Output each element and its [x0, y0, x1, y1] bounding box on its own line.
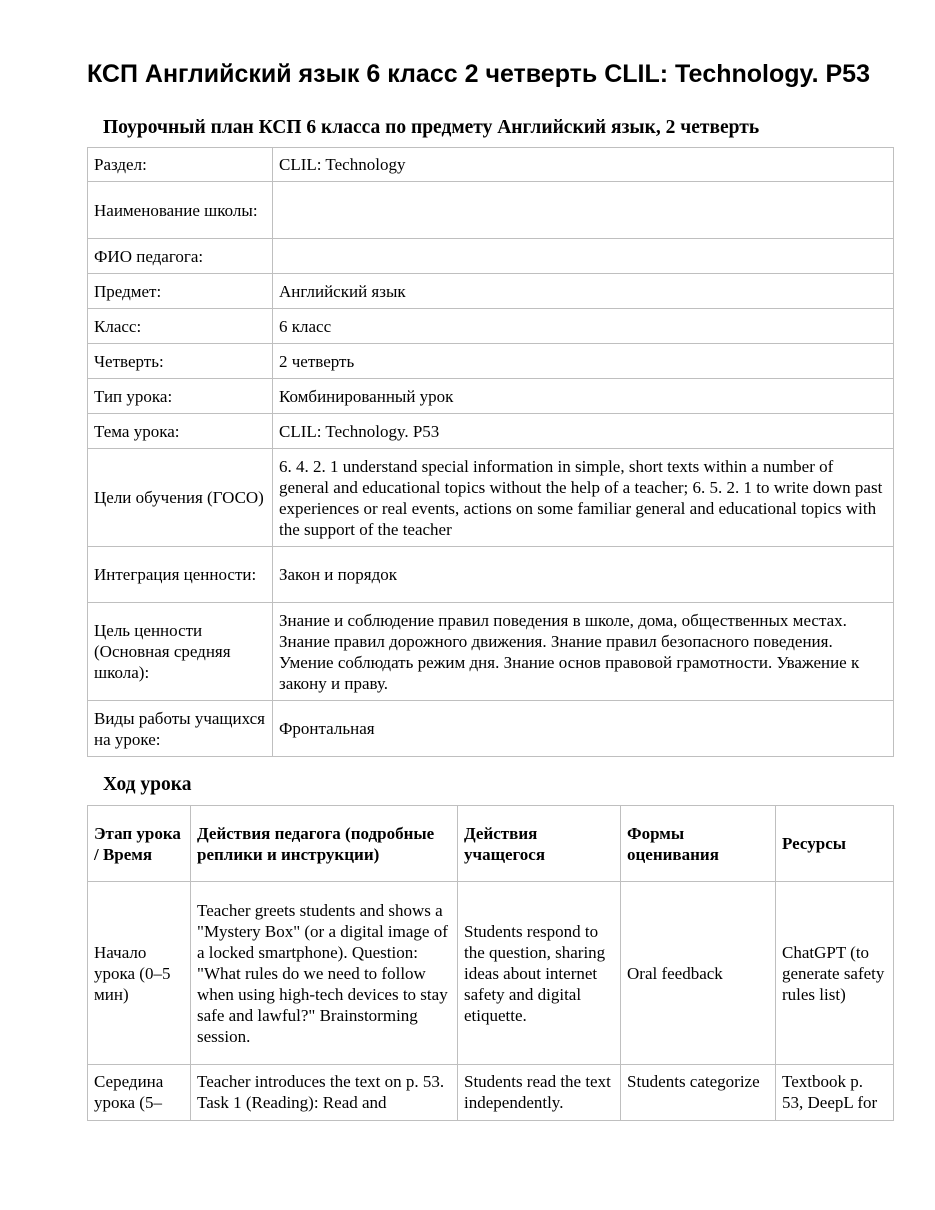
info-label: Виды работы учащихся на уроке:: [88, 701, 273, 757]
info-label: Цели обучения (ГОСО): [88, 449, 273, 547]
plan-cell-teacher: Teacher introduces the text on p. 53. Task 1 (Reading): Read and: [191, 1065, 458, 1121]
lesson-info-table: [87, 147, 894, 757]
table-row: [88, 309, 894, 344]
column-header: Действия педагога (подробные реплики и инструкции): [191, 806, 458, 882]
info-value: Комбинированный урок: [273, 379, 894, 414]
plan-heading: Поурочный план КСП 6 класса по предмету Английский язык, 2 четверть: [103, 117, 760, 138]
table-row: [88, 379, 894, 414]
plan-cell-assessment: Oral feedback: [621, 882, 776, 1065]
info-label: Раздел:: [88, 148, 273, 182]
table-row: [88, 274, 894, 309]
column-header: Действия учащегося: [458, 806, 621, 882]
table-row: [88, 414, 894, 449]
info-label: Цель ценности (Основная средняя школа):: [88, 603, 273, 701]
plan-cell-resources: Textbook p. 53, DeepL for: [776, 1065, 894, 1121]
info-value: Закон и порядок: [273, 547, 894, 603]
plan-cell-stage: Середина урока (5–: [88, 1065, 191, 1121]
info-label: Тип урока:: [88, 379, 273, 414]
table-row: [88, 344, 894, 379]
info-label: Интеграция ценности:: [88, 547, 273, 603]
table-row: [88, 239, 894, 274]
plan-cell-student: Students respond to the question, sharing ideas about internet safety and digital etiquette.: [458, 882, 621, 1065]
table-header-row: [88, 806, 894, 882]
info-value: [273, 182, 894, 239]
table-row: [88, 1065, 894, 1121]
table-row: [88, 148, 894, 182]
table-row: [88, 182, 894, 239]
plan-cell-teacher: Teacher greets students and shows a "Mystery Box" (or a digital image of a locked smartphone). Question: "What rules do we need to follow when using high-tech devices to stay safe and lawful?" Brainstorming session.: [191, 882, 458, 1065]
info-label: Тема урока:: [88, 414, 273, 449]
document-title: КСП Английский язык 6 класс 2 четверть CLIL: Technology. P53: [87, 60, 870, 88]
info-label: Четверть:: [88, 344, 273, 379]
table-row: [88, 603, 894, 701]
plan-cell-stage: Начало урока (0–5 мин): [88, 882, 191, 1065]
table-row: [88, 547, 894, 603]
table-row: [88, 882, 894, 1065]
plan-cell-resources: ChatGPT (to generate safety rules list): [776, 882, 894, 1065]
lesson-plan-table: [87, 805, 894, 1121]
info-value: Английский язык: [273, 274, 894, 309]
plan-cell-student: Students read the text independently.: [458, 1065, 621, 1121]
info-label: Предмет:: [88, 274, 273, 309]
info-label: Наименование школы:: [88, 182, 273, 239]
info-value: [273, 239, 894, 274]
info-value: 6. 4. 2. 1 understand special information in simple, short texts within a number of general and educational topics without the help of a teacher; 6. 5. 2. 1 to write down past experiences or real events, actions on some familiar general and educational topics with the support of the teacher: [273, 449, 894, 547]
table-row: [88, 449, 894, 547]
plan-cell-assessment: Students categorize: [621, 1065, 776, 1121]
info-value: Знание и соблюдение правил поведения в школе, дома, общественных местах. Знание правил дорожного движения. Знание правил безопасного поведения. Умение соблюдать режим дня. Знание основ правовой грамотности. Уважение к закону и праву.: [273, 603, 894, 701]
info-value: CLIL: Technology. P53: [273, 414, 894, 449]
info-value: CLIL: Technology: [273, 148, 894, 182]
column-header: Этап урока / Время: [88, 806, 191, 882]
column-header: Формы оценивания: [621, 806, 776, 882]
info-value: Фронтальная: [273, 701, 894, 757]
info-label: Класс:: [88, 309, 273, 344]
column-header: Ресурсы: [776, 806, 894, 882]
info-label: ФИО педагога:: [88, 239, 273, 274]
table-row: [88, 701, 894, 757]
lesson-progress-heading: Ход урока: [103, 774, 192, 795]
document-page: [87, 58, 893, 1121]
info-value: 6 класс: [273, 309, 894, 344]
info-value: 2 четверть: [273, 344, 894, 379]
